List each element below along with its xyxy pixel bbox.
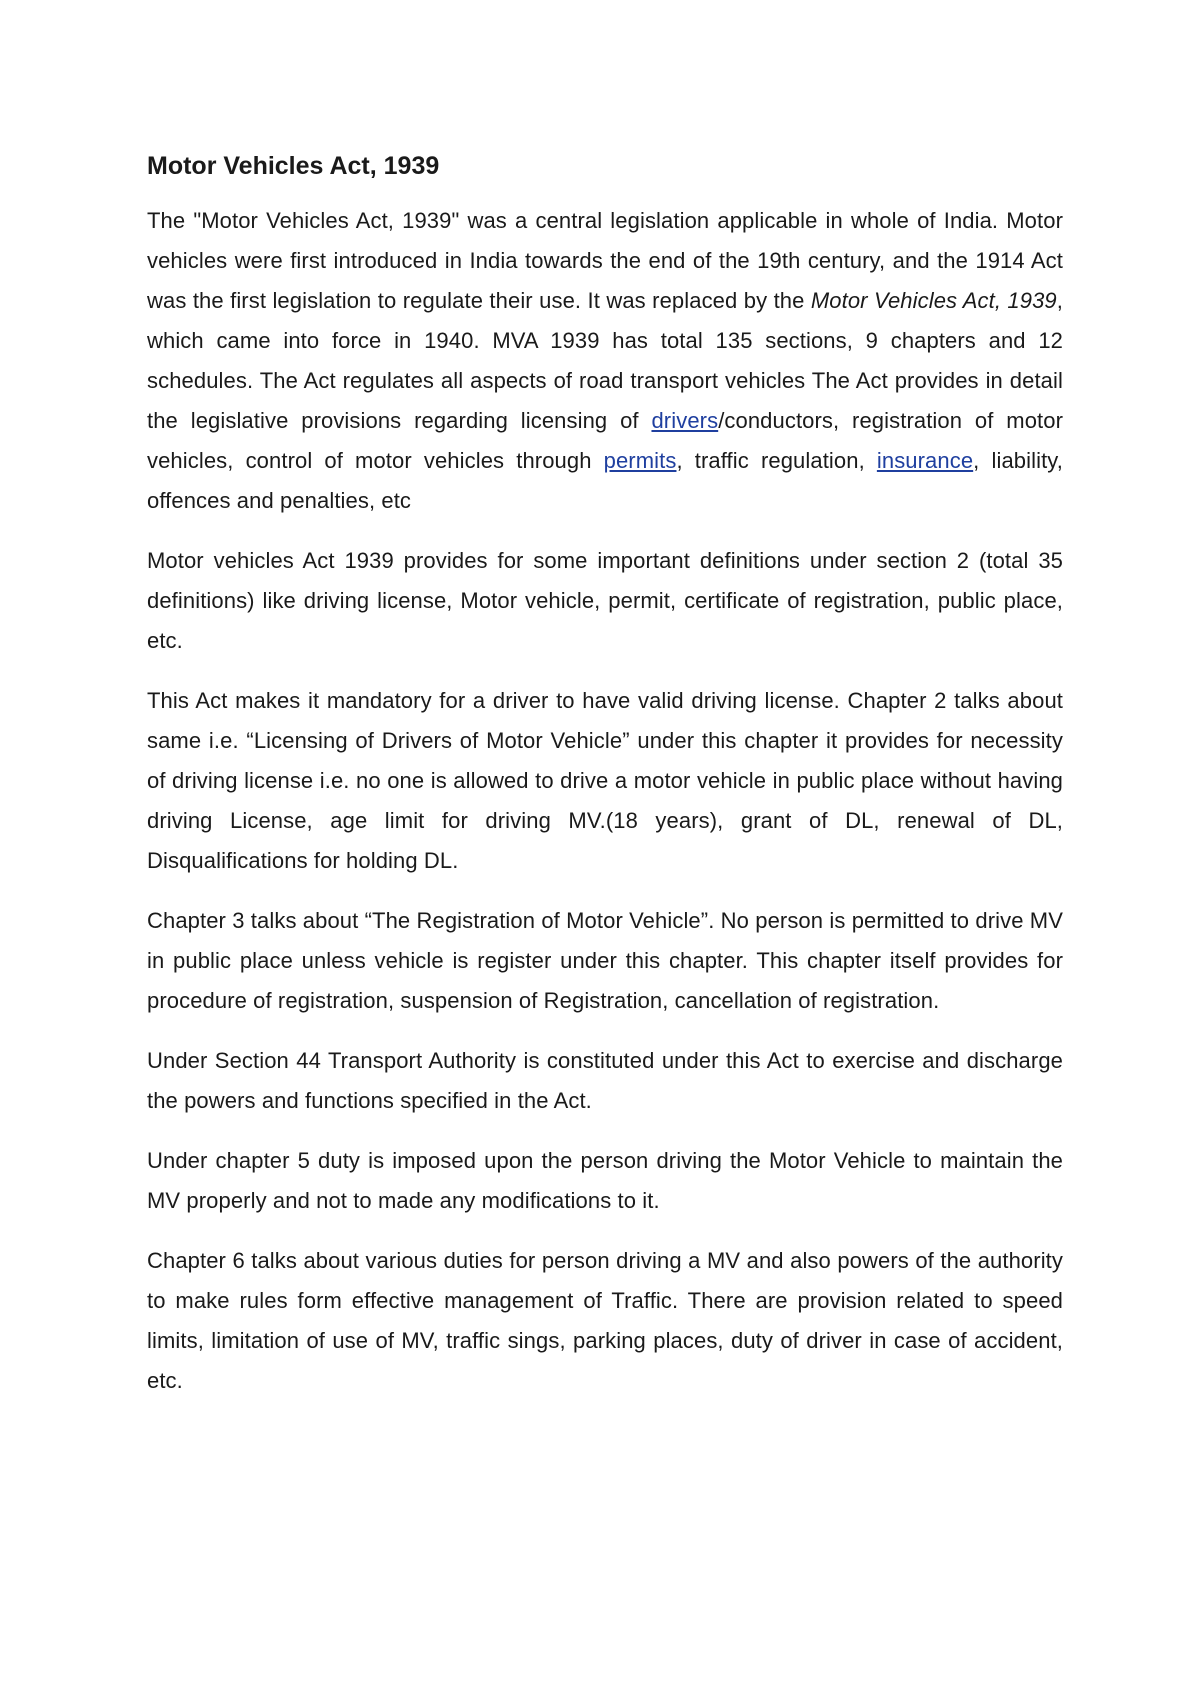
paragraph-definitions: Motor vehicles Act 1939 provides for some important definitions under section 2 (total 35 definitions) like driving license, Motor vehicle, permit, certificate of registration, public place, etc. xyxy=(147,548,1063,653)
document-title: Motor Vehicles Act, 1939 xyxy=(147,152,440,180)
paragraph-intro-text-1: The "Motor Vehicles Act, 1939" was a central legislation applicable in whole of India. Motor vehicles were first introduced in India towards the end of the 19th century, and the 1914 Act was the first legislation to regulate their use. It was replaced by the xyxy=(147,208,1063,313)
paragraph-intro-text-3: /conductors, registration of motor vehicles, control of motor vehicles through xyxy=(147,408,1063,473)
paragraph-intro-text-5: , liability, offences and penalties, etc xyxy=(147,448,1063,513)
drivers-link[interactable]: drivers xyxy=(651,408,719,433)
paragraph-chapter-3: Chapter 3 talks about “The Registration of Motor Vehicle”. No person is permitted to drive MV in public place unless vehicle is register under this chapter. This chapter itself provides for procedure of registration, suspension of Registration, cancellation of registration. xyxy=(147,908,1063,1013)
paragraph-intro xyxy=(147,201,1063,521)
paragraph-chapter-5: Under chapter 5 duty is imposed upon the person driving the Motor Vehicle to maintain the MV properly and not to made any modifications to it. xyxy=(147,1148,1063,1213)
permits-link[interactable]: permits xyxy=(603,448,677,473)
paragraph-intro-text-2: , which came into force in 1940. MVA 1939 has total 135 sections, 9 chapters and 12 schedules. The Act regulates all aspects of road transport vehicles The Act provides in detail the legislative provisions regarding licensing of xyxy=(147,288,1063,433)
insurance-link[interactable]: insurance xyxy=(876,448,974,473)
paragraph-chapter-6: Chapter 6 talks about various duties for person driving a MV and also powers of the authority to make rules form effective management of Traffic. There are provision related to speed limits, limitation of use of MV, traffic sings, parking places, duty of driver in case of accident, etc. xyxy=(147,1248,1063,1393)
paragraph-chapter-2: This Act makes it mandatory for a driver to have valid driving license. Chapter 2 talks about same i.e. “Licensing of Drivers of Motor Vehicle” under this chapter it provides for necessity of driving license i.e. no one is allowed to drive a motor vehicle in public place without having driving License, age limit for driving MV.(18 years), grant of DL, renewal of DL, Disqualifications for holding DL. xyxy=(147,688,1063,873)
act-name-italic: Motor Vehicles Act, 1939 xyxy=(810,288,1057,313)
paragraph-intro-text-4: , traffic regulation, xyxy=(676,448,877,473)
document-page xyxy=(147,146,1063,1421)
paragraph-section-44: Under Section 44 Transport Authority is constituted under this Act to exercise and discharge the powers and functions specified in the Act. xyxy=(147,1048,1063,1113)
